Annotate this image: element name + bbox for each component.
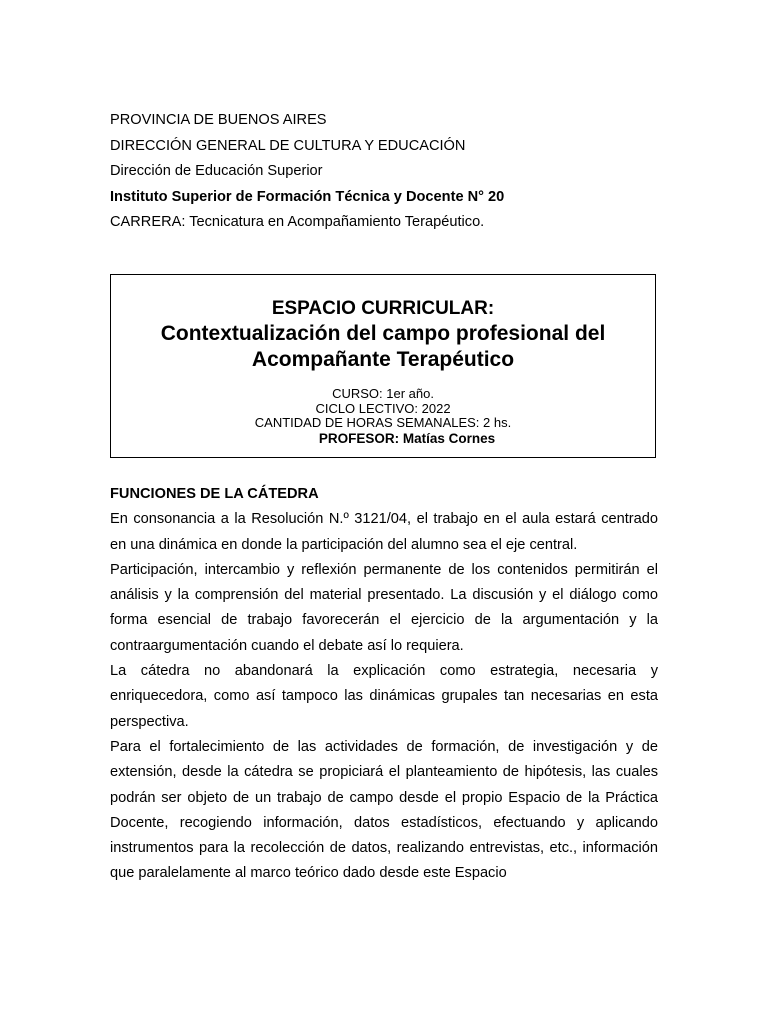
professor-info: PROFESOR: Matías Cornes: [318, 430, 496, 446]
institution-header: [110, 108, 670, 236]
direction-general-line: DIRECCIÓN GENERAL DE CULTURA Y EDUCACIÓN: [110, 137, 466, 154]
school-year-info: CICLO LECTIVO: 2022: [315, 400, 451, 416]
weekly-hours-info: CANTIDAD DE HORAS SEMANALES: 2 hs.: [254, 415, 512, 430]
curricular-space-box: [110, 274, 656, 458]
direction-superior-line: Dirección de Educación Superior: [110, 163, 323, 179]
institute-line: Instituto Superior de Formación Técnica y Docente N° 20: [110, 188, 505, 205]
subject-title-line-2: Acompañante Terapéutico: [251, 348, 515, 371]
paragraph: Participación, intercambio y reflexión permanente de los contenidos permitirán el análisis y la comprensión del material presentado. La discusión y el diálogo como forma esencial de trabajo favorecerán el ejercicio de la argumentación y la contraargumentación cuando el debate así lo requiera.: [110, 561, 658, 654]
paragraph: Para el fortalecimiento de las actividades de formación, de investigación y de extensión, desde la cátedra se propiciará el planteamiento de hipótesis, las cuales podrán ser objeto de un trabajo de campo desde el propio Espacio de la Práctica Docente, recogiendo información, datos estadísticos, efectuando y aplicando instrumentos para la recolección de datos, realizando entrevistas, etc., información que paralelamente al marco teórico dado desde este Espacio: [110, 738, 658, 882]
section-title: FUNCIONES DE LA CÁTEDRA: [110, 486, 319, 502]
subject-title-line-1: Contextualización del campo profesional del: [160, 322, 606, 345]
province-line: PROVINCIA DE BUENOS AIRES: [110, 112, 327, 128]
career-line: CARRERA: Tecnicatura en Acompañamiento Terapéutico.: [110, 214, 485, 230]
course-info: CURSO: 1er año.: [332, 386, 434, 401]
paragraph: En consonancia a la Resolución N.º 3121/04, el trabajo en el aula estará centrado en una dinámica en donde la participación del alumno sea el eje central.: [110, 511, 658, 553]
paragraph: La cátedra no abandonará la explicación como estrategia, necesaria y enriquecedora, como así tampoco las dinámicas grupales tan necesarias en esta perspectiva.: [110, 663, 658, 730]
chair-functions-section: [110, 482, 658, 887]
curricular-space-label: ESPACIO CURRICULAR:: [271, 298, 495, 319]
